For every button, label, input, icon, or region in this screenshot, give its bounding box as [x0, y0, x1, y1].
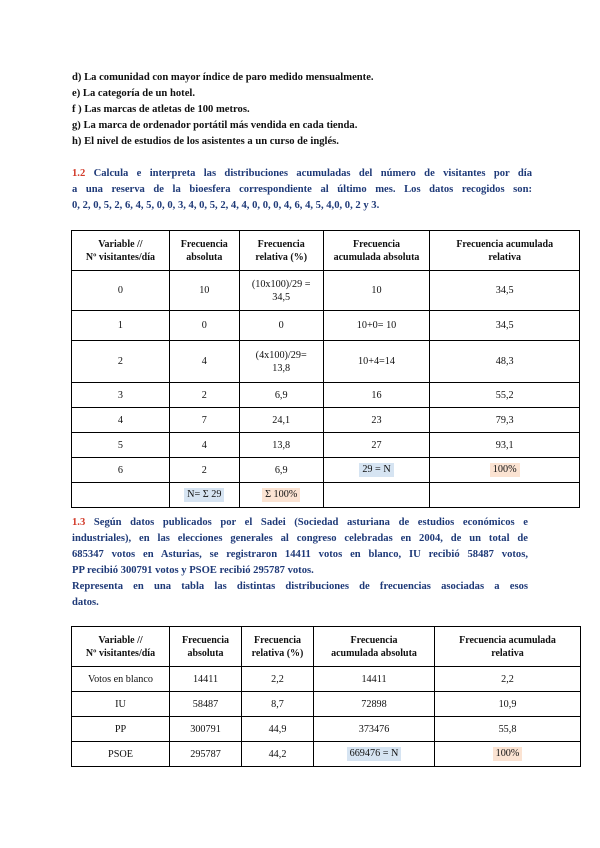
header-cum-rel-freq: Frecuencia acumulada relativa	[430, 231, 580, 271]
table-totals-row	[72, 483, 580, 508]
list-item-h: h) El nivel de estudios de los asistentes a un curso de inglés.	[72, 136, 339, 147]
list-item-e: e) La categoría de un hotel.	[72, 88, 195, 99]
exercise-1-2-statement	[72, 166, 532, 214]
exercise-list	[72, 70, 542, 150]
highlighted-total-percent: 100%	[490, 463, 520, 477]
exercise-number: 1.3	[72, 517, 86, 528]
header-cum-abs-freq: Frecuencia acumulada absoluta	[314, 627, 435, 667]
table-row: 0 10 (10x100)/29 = 34,5 10 34,5	[72, 271, 580, 311]
header-cum-rel-freq: Frecuencia acumulada relativa	[435, 627, 581, 667]
table-row: PP 300791 44,9 373476 55,8	[72, 717, 581, 742]
exercise-number: 1.2	[72, 168, 86, 179]
highlighted-total-n: 29 = N	[359, 463, 393, 477]
statement-line: datos.	[72, 597, 99, 608]
header-rel-freq: Frecuencia relativa (%)	[239, 231, 323, 271]
table-header-row	[72, 231, 580, 271]
header-cum-abs-freq: Frecuencia acumulada absoluta	[323, 231, 430, 271]
header-abs-freq: Frecuencia absoluta	[170, 627, 242, 667]
statement-line: PP recibió 300791 votos y PSOE recibió 295787 votos.	[72, 565, 314, 576]
table-header-row	[72, 627, 581, 667]
frequency-table-visitors	[71, 230, 580, 508]
table-row: Votos en blanco 14411 2,2 14411 2,2	[72, 667, 581, 692]
table-row: 5 4 13,8 27 93,1	[72, 433, 580, 458]
highlighted-total-percent: 100%	[493, 747, 523, 761]
header-variable: Variable // Nº visitantes/día	[72, 627, 170, 667]
header-abs-freq: Frecuencia absoluta	[169, 231, 239, 271]
table-row: 3 2 6,9 16 55,2	[72, 383, 580, 408]
statement-text: Calcula e interpreta las distribuciones acumuladas del número de visitantes por día	[93, 168, 532, 179]
list-item-g: g) La marca de ordenador portátil más vendida en cada tienda.	[72, 120, 358, 131]
data-values-line: 0, 2, 0, 5, 2, 6, 4, 5, 0, 0, 3, 4, 0, 5, 2, 4, 4, 0, 0, 0, 4, 6, 4, 5, 4,0, 0, 2 y 3.	[72, 200, 380, 211]
list-item-f: f ) Las marcas de atletas de 100 metros.	[72, 104, 250, 115]
table-row: PSOE 295787 44,2 669476 = N 100%	[72, 742, 581, 767]
sum-n-badge: N= Σ 29	[184, 488, 224, 502]
frequency-table-votes	[71, 626, 581, 767]
list-item-d: d) La comunidad con mayor índice de paro medido mensualmente.	[72, 72, 374, 83]
table-row: 2 4 (4x100)/29= 13,8 10+4=14 48,3	[72, 341, 580, 383]
statement-line: Representa en una tabla las distintas distribuciones de frecuencias asociadas a esos	[72, 581, 528, 592]
statement-text: Según datos publicados por el Sadei (Sociedad asturiana de estudios económicos e	[93, 517, 528, 528]
statement-line: a una reserva de la bioesfera correspondiente al último mes. Los datos recogidos son:	[72, 184, 532, 195]
statement-line	[72, 166, 532, 182]
table-row: 4 7 24,1 23 79,3	[72, 408, 580, 433]
table-row: 1 0 0 10+0= 10 34,5	[72, 311, 580, 341]
highlighted-total-n: 669476 = N	[347, 747, 402, 761]
header-rel-freq: Frecuencia relativa (%)	[242, 627, 314, 667]
table-row: 6 2 6,9 29 = N 100%	[72, 458, 580, 483]
exercise-1-3-statement	[72, 515, 528, 611]
statement-line: industriales), en las elecciones generales al congreso celebradas en 2004, de un total de	[72, 533, 528, 544]
statement-line	[72, 515, 528, 531]
table-row: IU 58487 8,7 72898 10,9	[72, 692, 581, 717]
sum-percent-badge: Σ 100%	[262, 488, 300, 502]
header-variable: Variable // Nº visitantes/día	[72, 231, 170, 271]
statement-line: 685347 votos en Asturias, se registraron 14411 votos en blanco, IU recibió 58487 votos,	[72, 549, 528, 560]
